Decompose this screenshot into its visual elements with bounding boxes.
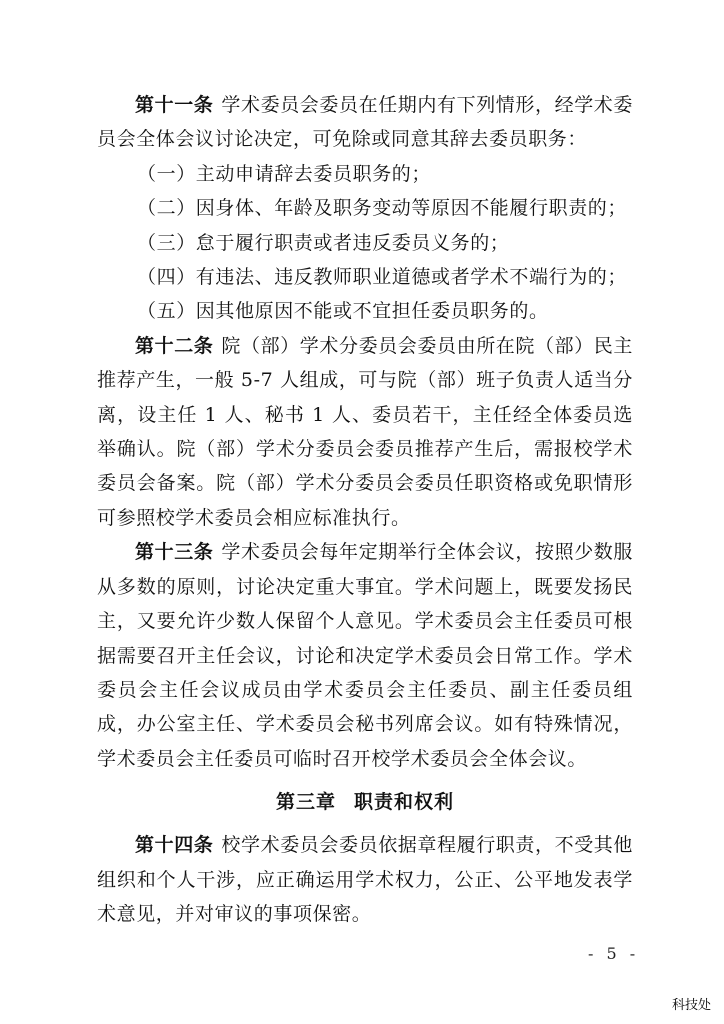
article-13 bbox=[97, 535, 633, 776]
article-11-item-5: （五）因其他原因不能或不宜担任委员职务的。 bbox=[137, 300, 549, 323]
page-number: - 5 - bbox=[588, 944, 640, 963]
article-14-body: 校学术委员会委员依据章程履行职责，不受其他组织和个人干涉，应正确运用学术权力，公正、公平地发表学术意见，并对审议的事项保密。 bbox=[97, 834, 634, 925]
article-11-item-1: （一）主动申请辞去委员职务的； bbox=[137, 162, 432, 185]
article-11-body: 学术委员会委员在任期内有下列情形，经学术委员会全体会议讨论决定，可免除或同意其辞去委员职务： bbox=[97, 94, 634, 151]
article-14-title: 第十四条 bbox=[135, 834, 214, 857]
chapter-title: 职责和权利 bbox=[354, 791, 455, 814]
document-body bbox=[97, 88, 633, 931]
article-13-title: 第十三条 bbox=[135, 541, 214, 564]
article-12 bbox=[97, 329, 633, 535]
article-11-title: 第十一条 bbox=[135, 94, 214, 116]
chapter-heading bbox=[97, 779, 633, 825]
chapter-number: 第三章 bbox=[275, 791, 336, 814]
article-11-item-4: （四）有违法、违反教师职业道德或者学术不端行为的； bbox=[137, 266, 628, 289]
article-12-title: 第十二条 bbox=[135, 334, 214, 357]
article-14 bbox=[97, 828, 633, 931]
article-11-item-3: （三）怠于履行职责或者违反委员义务的； bbox=[137, 231, 510, 254]
article-11-item-2: （二）因身体、年龄及职务变动等原因不能履行职责的； bbox=[137, 197, 628, 220]
article-13-body: 学术委员会每年定期举行全体会议，按照少数服从多数的原则，讨论决定重大事宜。学术问题上，既要发扬民主，又要允许少数人保留个人意见。学术委员会主任委员可根据需要召开主任会议，讨论和决定学术委员会日常工作。学术委员会主任会议成员由学术委员会主任委员、副主任委员组成，办公室主任、学术委员会秘书列席会议。如有特殊情况，学术委员会主任委员可临时召开校学术委员会全体会议。 bbox=[97, 541, 634, 770]
article-12-body: 院（部）学术分委员会委员由所在院（部）民主推荐产生，一般 5-7 人组成，可与院（部）班子负责人适当分离，设主任 1 人、秘书 1 人、委员若干，主任经全体委员选举确认。院（部）学术分委员会委员推荐产生后，需报校学术委员会备案。院（部）学术分委员会委员任职资格或免职情形可参照校学术委员会相应标准执行。 bbox=[97, 334, 634, 529]
article-11 bbox=[97, 88, 633, 157]
corner-label: 科技处 bbox=[672, 998, 712, 1013]
